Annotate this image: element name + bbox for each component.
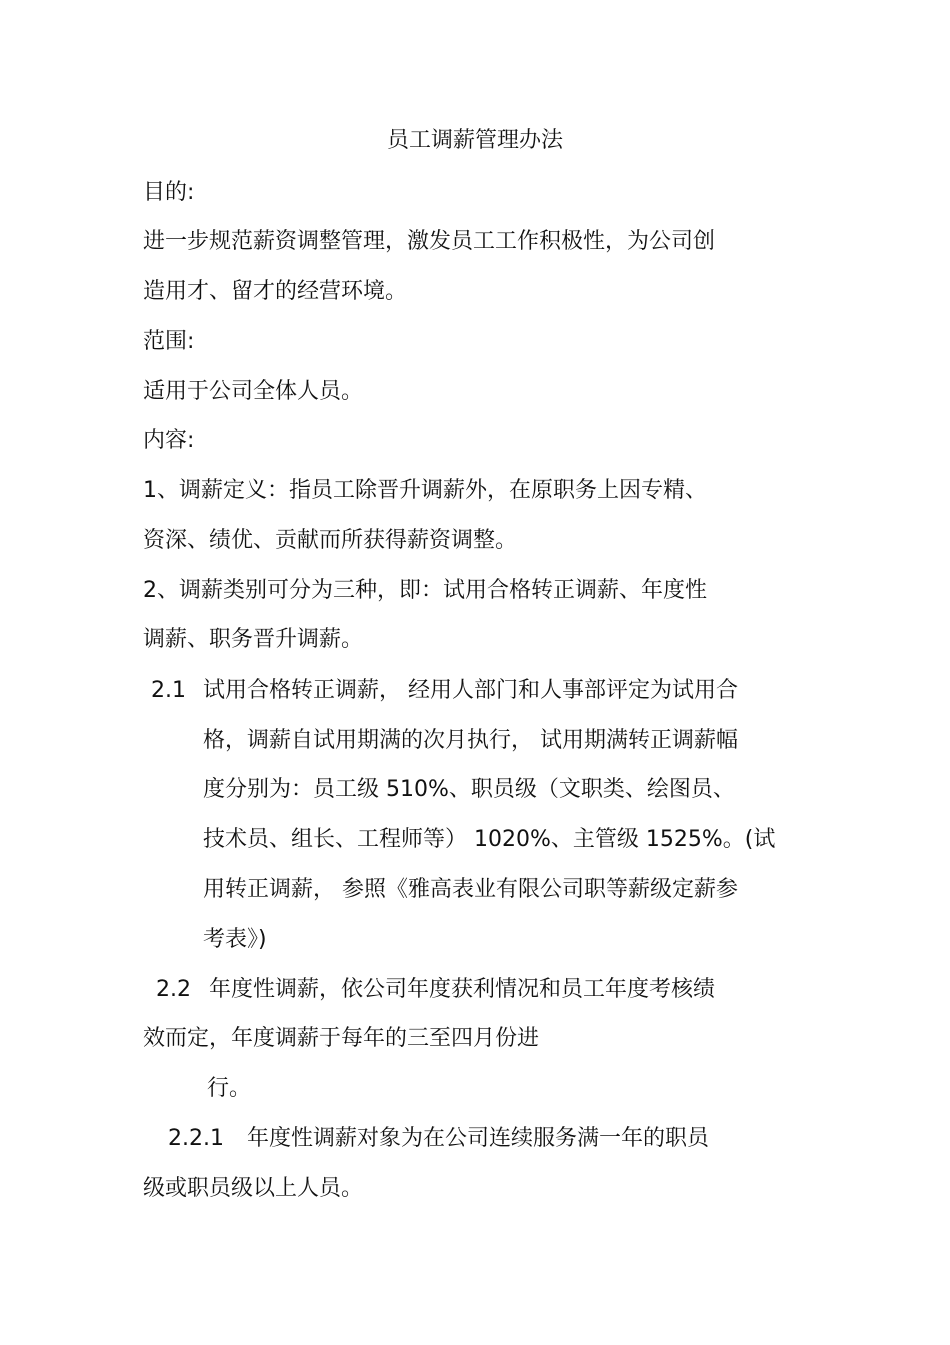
heading-scope: 范围:: [143, 329, 195, 354]
content-item-1-line-1: 1、调薪定义：指员工除晋升调薪外，在原职务上因专精、: [143, 478, 707, 503]
section-2-2-1-line-2: 级或职员级以上人员。: [143, 1176, 364, 1201]
section-2-1-line-5: 用转正调薪， 参照《雅高表业有限公司职等薪级定薪参: [203, 877, 738, 902]
purpose-line-1: 进一步规范薪资调整管理，激发员工工作积极性，为公司创: [143, 229, 716, 254]
scope-line: 适用于公司全体人员。: [143, 379, 364, 404]
section-2-1-number: 2.1: [151, 678, 186, 703]
content-item-1-line-2: 资深、绩优、贡献而所获得薪资调整。: [143, 528, 518, 553]
section-2-1-line-3: 度分别为：员工级 510%、职员级（文职类、绘图员、: [203, 777, 735, 802]
section-2-1-line-6: 考表》): [203, 927, 267, 952]
section-2-2-line-1: 年度性调薪，依公司年度获利情况和员工年度考核绩: [209, 977, 716, 1002]
section-2-2-number: 2.2: [156, 977, 191, 1002]
section-2-2-line-3: 行。: [207, 1076, 252, 1101]
heading-purpose: 目的:: [143, 180, 195, 205]
document-title: 员工调薪管理办法: [386, 128, 563, 153]
section-2-1-line-1: 试用合格转正调薪， 经用人部门和人事部评定为试用合: [203, 678, 738, 703]
section-2-1-line-4: 技术员、组长、工程师等） 1020%、主管级 1525%。(试: [203, 827, 776, 852]
section-2-1-line-2: 格，调薪自试用期满的次月执行， 试用期满转正调薪幅: [203, 728, 738, 753]
purpose-line-2: 造用才、留才的经营环境。: [143, 279, 408, 304]
section-2-2-1-number: 2.2.1: [168, 1126, 224, 1151]
content-item-2-line-1: 2、调薪类别可分为三种，即：试用合格转正调薪、年度性: [143, 578, 707, 603]
section-2-2-line-2: 效而定，年度调薪于每年的三至四月份进: [143, 1026, 540, 1051]
heading-content: 内容:: [143, 428, 195, 453]
content-item-2-line-2: 调薪、职务晋升调薪。: [143, 627, 364, 652]
section-2-2-1-line-1: 年度性调薪对象为在公司连续服务满一年的职员: [247, 1126, 710, 1151]
